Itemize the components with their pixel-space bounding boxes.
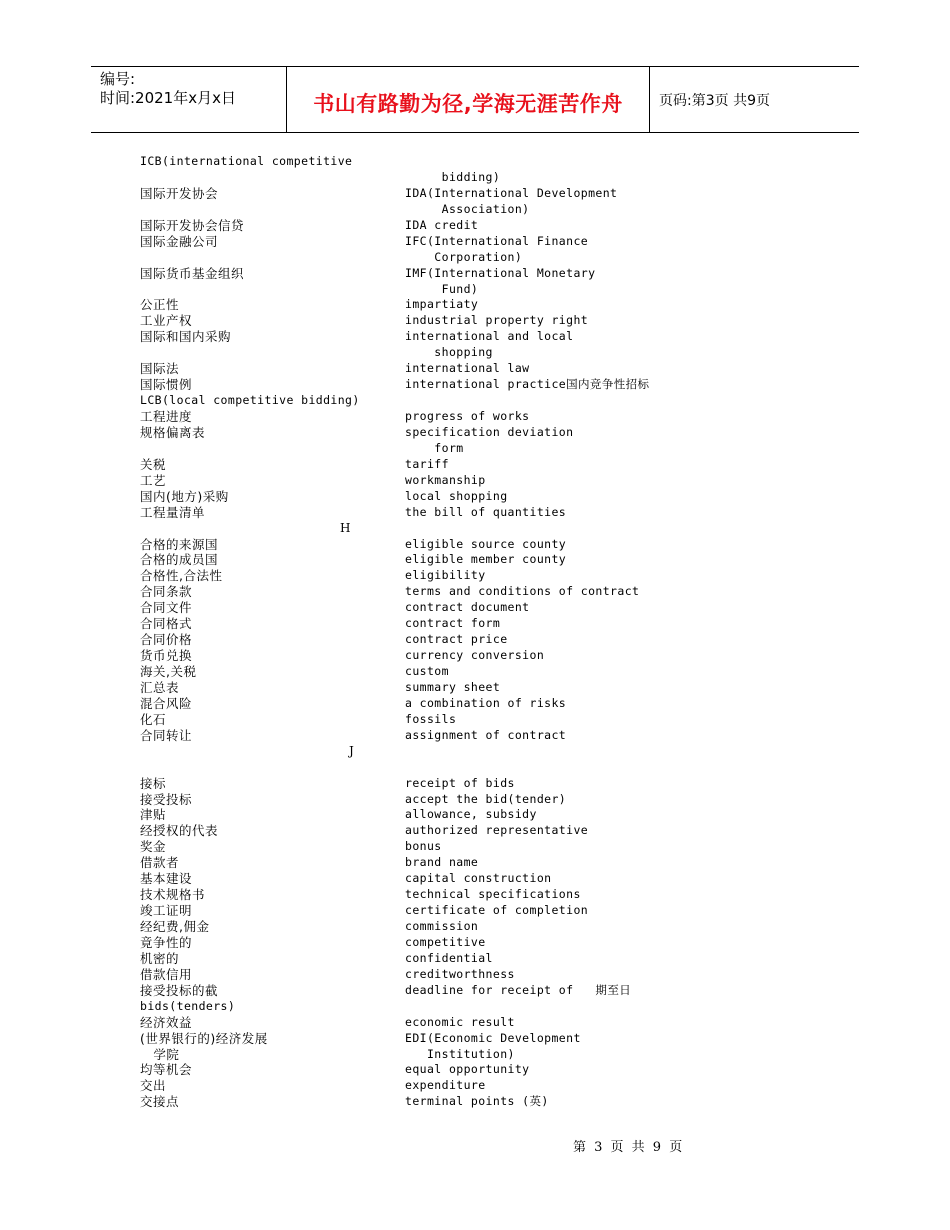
glossary-row	[140, 919, 700, 935]
glossary-row	[140, 1094, 700, 1110]
term-chinese: 合同价格	[140, 632, 193, 648]
term-chinese: 接受投标的截	[140, 982, 219, 998]
term-english: Corporation)	[405, 249, 523, 264]
term-english: expenditure	[405, 1078, 486, 1093]
term-chinese: 国际开发协会信贷	[140, 217, 245, 233]
term-english: technical specifications	[405, 887, 581, 902]
header-bottom-rule	[91, 132, 859, 133]
glossary-row	[140, 871, 700, 887]
glossary-row	[140, 823, 700, 839]
term-chinese: 国际和国内采购	[140, 329, 232, 345]
term-english: commission	[405, 919, 479, 933]
header-page-info: 页码:第3页 共9页	[659, 93, 770, 109]
term-chinese: LCB(local competitive bidding)	[140, 393, 360, 408]
term-chinese: 工艺	[140, 472, 167, 488]
glossary-row	[140, 170, 700, 186]
term-chinese: 经纪费,佣金	[140, 919, 210, 934]
term-english: currency conversion	[405, 648, 545, 663]
term-english: contract price	[405, 632, 508, 647]
term-chinese: 混合风险	[140, 695, 193, 711]
term-chinese: 工业产权	[140, 313, 193, 329]
term-chinese: 国际开发协会	[140, 185, 219, 201]
glossary-row	[140, 361, 700, 377]
glossary-row	[140, 457, 700, 473]
glossary-row	[140, 282, 700, 298]
term-chinese: 关税	[140, 456, 167, 472]
term-chinese: 公正性	[140, 297, 180, 313]
term-chinese: 合格性,合法性	[140, 568, 223, 584]
term-chinese: 国际惯例	[140, 377, 193, 393]
term-english: brand name	[405, 855, 479, 870]
term-chinese: 国际法	[140, 361, 180, 377]
glossary-row	[140, 441, 700, 457]
term-english: Association)	[405, 201, 530, 216]
glossary-row	[140, 887, 700, 903]
term-chinese: 合同文件	[140, 600, 193, 616]
term-chinese: 货币兑换	[140, 648, 193, 664]
term-chinese: 合同格式	[140, 616, 193, 632]
term-chinese: 借款信用	[140, 966, 193, 982]
term-chinese: 技术规格书	[140, 887, 206, 903]
term-chinese: ICB(international competitive	[140, 154, 353, 168]
term-chinese: 合格的成员国	[140, 552, 219, 568]
term-english: allowance, subsidy	[405, 807, 537, 822]
term-english: eligibility	[405, 568, 486, 583]
term-chinese: 汇总表	[140, 679, 180, 695]
term-english: receipt of bids	[405, 775, 515, 790]
glossary-row	[140, 807, 700, 823]
term-chinese: 机密的	[140, 950, 180, 966]
glossary-row	[140, 616, 700, 632]
term-english: equal opportunity	[405, 1062, 530, 1077]
glossary-row	[140, 329, 700, 345]
term-english: economic result	[405, 1014, 515, 1029]
term-english: a combination of risks	[405, 695, 567, 710]
glossary-row	[140, 680, 700, 696]
term-chinese: 国际货币基金组织	[140, 265, 245, 281]
term-chinese: 奖金	[140, 839, 167, 855]
term-chinese: (世界银行的)经济发展	[140, 1030, 268, 1046]
section-letter: H	[340, 520, 351, 535]
glossary-row	[140, 903, 700, 919]
term-chinese: 海关,关税	[140, 664, 197, 679]
term-chinese: 接受投标	[140, 791, 193, 807]
section-letter: J	[349, 743, 355, 758]
glossary-row	[140, 792, 700, 808]
section-letter-row	[140, 744, 700, 760]
term-chinese: 规格偏离表	[140, 424, 206, 440]
glossary-row	[140, 760, 700, 776]
term-english: workmanship	[405, 472, 486, 487]
glossary-row	[140, 425, 700, 441]
term-english: IDA credit	[405, 217, 479, 232]
term-chinese: 津贴	[140, 807, 167, 823]
glossary-row	[140, 935, 700, 951]
term-chinese: 工程量清单	[140, 504, 206, 520]
term-english: accept the bid(tender)	[405, 791, 567, 806]
glossary-row	[140, 297, 700, 313]
term-english: industrial property right	[405, 313, 589, 328]
glossary-row	[140, 473, 700, 489]
glossary-row	[140, 218, 700, 234]
glossary-row	[140, 999, 700, 1015]
term-english: terminal points (英)	[405, 1094, 549, 1109]
term-english: custom	[405, 664, 449, 678]
header-meta	[100, 70, 236, 108]
term-english: international law	[405, 361, 530, 376]
term-english: impartiaty	[405, 297, 479, 312]
term-english: eligible member county	[405, 552, 567, 567]
term-chinese: 竟争性的	[140, 934, 193, 950]
term-english: Institution)	[405, 1046, 515, 1061]
glossary-row	[140, 712, 700, 728]
header-motto: 书山有路勤为径,学海无涯苦作舟	[313, 92, 623, 116]
term-english: deadline for receipt of 期至日	[405, 982, 632, 997]
term-chinese: 国内(地方)采购	[140, 488, 229, 504]
term-english: the bill of quantities	[405, 504, 567, 519]
term-english: specification deviation	[405, 424, 574, 439]
glossary-row	[140, 1015, 700, 1031]
glossary-row	[140, 377, 700, 393]
term-english: local shopping	[405, 488, 508, 503]
term-chinese: 化石	[140, 711, 167, 727]
term-english: summary sheet	[405, 679, 501, 694]
term-chinese: 学院	[140, 1046, 180, 1062]
glossary-row	[140, 552, 700, 568]
glossary-row	[140, 648, 700, 664]
term-english: certificate of completion	[405, 903, 589, 918]
glossary-row	[140, 505, 700, 521]
term-english: competitive	[405, 934, 486, 949]
term-english: Fund)	[405, 281, 479, 296]
term-english: bonus	[405, 839, 442, 854]
term-english: bidding)	[405, 169, 501, 184]
term-chinese: 合同转让	[140, 727, 193, 743]
glossary-row	[140, 1062, 700, 1078]
term-chinese: 交接点	[140, 1094, 180, 1110]
glossary-row	[140, 728, 700, 744]
glossary-row	[140, 313, 700, 329]
term-english: assignment of contract	[405, 727, 567, 742]
term-english: EDI(Economic Development	[405, 1030, 581, 1045]
term-english: authorized representative	[405, 823, 589, 838]
glossary-row	[140, 967, 700, 983]
term-chinese: bids(tenders)	[140, 998, 236, 1013]
term-chinese: 均等机会	[140, 1062, 193, 1078]
glossary-row	[140, 983, 700, 999]
term-english: international and local	[405, 329, 574, 344]
term-english: progress of works	[405, 409, 530, 423]
glossary-row	[140, 250, 700, 266]
glossary-row	[140, 600, 700, 616]
glossary-row	[140, 664, 700, 680]
glossary-row	[140, 345, 700, 361]
glossary-row	[140, 537, 700, 553]
document-number-label: 编号:	[100, 70, 136, 88]
glossary-row	[140, 951, 700, 967]
glossary-row	[140, 584, 700, 600]
glossary-list	[140, 154, 700, 1110]
term-english: IDA(International Development	[405, 185, 618, 200]
glossary-row	[140, 1078, 700, 1094]
term-chinese: 经济效益	[140, 1014, 193, 1030]
glossary-row	[140, 839, 700, 855]
glossary-row	[140, 776, 700, 792]
term-chinese: 竣工证明	[140, 903, 193, 919]
term-english: contract document	[405, 600, 530, 615]
glossary-row	[140, 186, 700, 202]
term-english: shopping	[405, 345, 493, 360]
term-english: international practice国内竞争性招标	[405, 377, 650, 392]
term-chinese: 工程进度	[140, 409, 193, 424]
glossary-row	[140, 855, 700, 871]
term-chinese: 合格的来源国	[140, 536, 219, 552]
glossary-row	[140, 1047, 700, 1063]
term-chinese: 国际金融公司	[140, 233, 219, 249]
term-english: IFC(International Finance	[405, 233, 589, 248]
term-chinese: 基本建设	[140, 871, 193, 887]
header-separator-right	[649, 66, 650, 132]
glossary-row	[140, 568, 700, 584]
glossary-row	[140, 266, 700, 282]
glossary-row	[140, 393, 700, 409]
term-english: tariff	[405, 456, 449, 471]
term-english: eligible source county	[405, 536, 567, 551]
header-top-rule	[91, 66, 859, 67]
term-english: terms and conditions of contract	[405, 584, 640, 599]
term-chinese: 交出	[140, 1078, 167, 1094]
term-english: form	[405, 440, 464, 455]
section-letter-row	[140, 521, 700, 537]
term-english: IMF(International Monetary	[405, 265, 596, 280]
term-english: creditworthness	[405, 966, 515, 981]
glossary-row	[140, 632, 700, 648]
term-english: confidential	[405, 950, 493, 965]
glossary-row	[140, 154, 700, 170]
glossary-row	[140, 234, 700, 250]
term-chinese: 接标	[140, 775, 167, 791]
glossary-row	[140, 202, 700, 218]
glossary-row	[140, 1031, 700, 1047]
glossary-row	[140, 489, 700, 505]
document-time-label: 时间:2021年x月x日	[100, 89, 236, 107]
term-english: fossils	[405, 711, 457, 726]
glossary-row	[140, 409, 700, 425]
term-english: capital construction	[405, 871, 552, 886]
term-chinese: 合同条款	[140, 584, 193, 600]
term-chinese: 经授权的代表	[140, 823, 219, 839]
page-footer: 第 3 页 共 9 页	[573, 1140, 685, 1155]
glossary-row	[140, 696, 700, 712]
term-english: contract form	[405, 616, 501, 631]
term-chinese: 借款者	[140, 855, 180, 871]
